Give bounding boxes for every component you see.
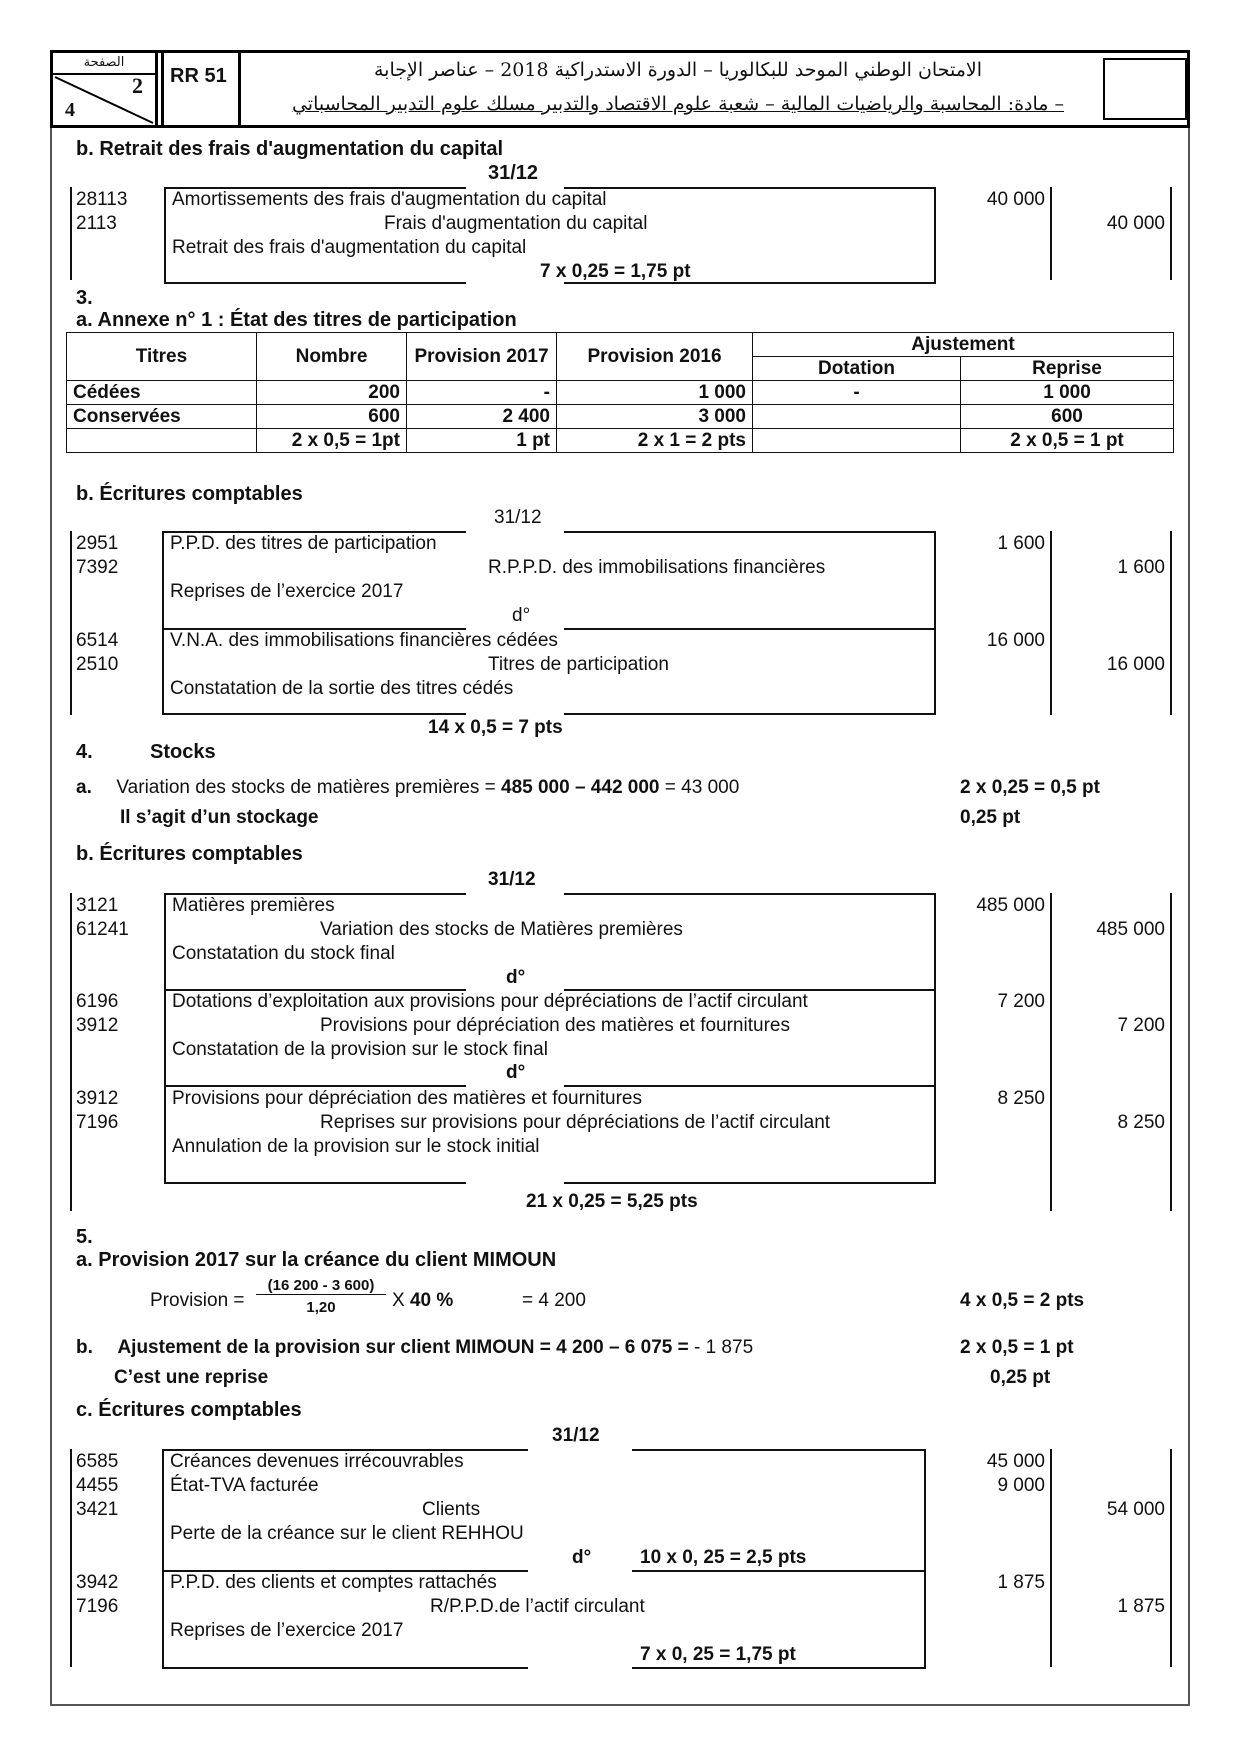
journal-date: 31/12 [552, 1425, 600, 1446]
section-5a-title: a. Provision 2017 sur la créance du client MIMOUN [76, 1249, 557, 1271]
page-label: الصفحة [53, 53, 155, 75]
page-total: 4 [65, 99, 75, 121]
note: Il s’agit d’un stockage [120, 807, 319, 828]
score: 21 x 0,25 = 5,25 pts [526, 1191, 698, 1212]
section-3-number: 3. [76, 287, 93, 309]
account-number: 6585 [76, 1451, 119, 1472]
cell-reprise: 600 [961, 405, 1174, 429]
table-row-scores [67, 429, 1174, 453]
account-number: 2113 [76, 213, 117, 234]
journal-date: 31/12 [488, 869, 536, 890]
journal-left-rule [70, 1449, 72, 1667]
exam-title [248, 53, 1108, 125]
debit-amount: 40 000 [986, 189, 1045, 210]
account-label: Variation des stocks de Matières premières [320, 919, 683, 940]
debit-amount: 1 600 [997, 533, 1045, 554]
account-label: Titres de participation [488, 654, 669, 675]
section-4a-line [76, 776, 739, 800]
entry-bottom-line-left [164, 1182, 466, 1184]
credit-amount: 16 000 [1106, 654, 1165, 675]
entry-bottom-line-right [564, 713, 936, 715]
account-label: Clients [422, 1499, 481, 1520]
cell-prov2016: 2 x 1 = 2 pts [557, 429, 753, 453]
credit-amount: 7 200 [1117, 1015, 1165, 1036]
page-current: 2 [132, 73, 143, 98]
credit-amount: 54 000 [1106, 1499, 1165, 1520]
section-5b-line [76, 1336, 753, 1360]
account-label: Dotations d’exploitation aux provisions pour dépréciations de l’actif circulant [172, 991, 808, 1012]
ditto-mark: d° [506, 967, 526, 988]
col-ajustement: Ajustement [753, 333, 1174, 357]
cell-nombre: 200 [257, 381, 407, 405]
score: 0,25 pt [990, 1367, 1051, 1388]
cell-prov2016: 1 000 [557, 381, 753, 405]
account-label: V.N.A. des immobilisations financières cédées [170, 630, 558, 651]
score: 2 x 0,5 = 1 pt [960, 1337, 1074, 1358]
credit-amount: 40 000 [1106, 213, 1165, 234]
col-nombre: Nombre [257, 333, 407, 381]
cell-reprise: 1 000 [961, 381, 1174, 405]
account-label: R.P.P.D. des immobilisations financières [488, 557, 826, 578]
account-label: Reprises sur provisions pour dépréciations de l’actif circulant [320, 1112, 831, 1133]
ditto-mark: d° [512, 605, 531, 626]
journal-date: 31/12 [494, 507, 542, 528]
account-label: R/P.P.D.de l’actif circulant [430, 1596, 645, 1617]
empty-box [1103, 58, 1187, 120]
journal-debit-rule [1050, 531, 1052, 715]
entry-bottom-line-left [162, 713, 466, 715]
entry-description: Retrait des frais d'augmentation du capital [172, 237, 527, 258]
journal-debit-rule [1050, 1449, 1052, 1667]
score: 14 x 0,5 = 7 pts [428, 717, 563, 738]
score: 2 x 0,25 = 0,5 pt [960, 777, 1100, 798]
entry-bottom-line-left [162, 1667, 528, 1669]
table-row [67, 381, 1174, 405]
note: C’est une reprise [114, 1367, 269, 1388]
entry-description: Reprises de l’exercice 2017 [170, 1620, 404, 1641]
adjustment-formula: Ajustement de la provision sur client MIMOUN = 4 200 – 6 075 = [117, 1337, 694, 1358]
score: 4 x 0,5 = 2 pts [960, 1290, 1085, 1311]
entry-description: Constatation de la provision sur le stock final [172, 1039, 548, 1060]
cell-titres: Conservées [67, 405, 257, 429]
account-number: 7196 [76, 1596, 119, 1617]
journal-debit-rule [1050, 187, 1052, 280]
entry-bottom-line-left [164, 282, 466, 284]
account-number: 61241 [76, 919, 129, 940]
formula-result: = 4 200 [522, 1290, 586, 1311]
score: 0,25 pt [960, 807, 1021, 828]
exam-title-line2: – مادة: المحاسبة والرياضيات المالية – شعبة علوم الاقتصاد والتدبير مسلك علوم التدبير المحاسباتي [291, 93, 1065, 115]
cell-dotation [753, 405, 961, 429]
account-number: 6196 [76, 991, 119, 1012]
account-number: 6514 [76, 630, 119, 651]
col-prov2017: Provision 2017 [407, 333, 557, 381]
account-number: 28113 [76, 189, 128, 210]
debit-amount: 9 000 [997, 1475, 1045, 1496]
debit-amount: 45 000 [986, 1451, 1045, 1472]
fraction-denominator: 1,20 [306, 1299, 336, 1316]
cell-prov2017: 1 pt [407, 429, 557, 453]
entry-bottom-line-right [564, 1182, 936, 1184]
account-label: État-TVA facturée [170, 1475, 319, 1496]
account-number: 3942 [76, 1572, 119, 1593]
journal-left-rule [70, 187, 72, 280]
debit-amount: 16 000 [986, 630, 1045, 651]
credit-amount: 1 875 [1117, 1596, 1165, 1617]
journal-credit-rule [1170, 187, 1172, 280]
account-number: 2510 [76, 654, 119, 675]
score: 10 x 0, 25 = 2,5 pts [640, 1547, 807, 1568]
account-label: Provisions pour dépréciation des matières et fournitures [320, 1015, 790, 1036]
formula-fraction [256, 1277, 386, 1316]
ditto-mark: d° [572, 1547, 592, 1568]
account-number: 4455 [76, 1475, 119, 1496]
formula-rate-line [392, 1289, 453, 1313]
section-3a-title: a. Annexe n° 1 : État des titres de participation [76, 309, 517, 331]
rate: 40 % [409, 1290, 454, 1311]
credit-amount: 485 000 [1096, 919, 1165, 940]
section-2b-title: b. Retrait des frais d'augmentation du capital [76, 138, 504, 160]
cell-dotation: - [753, 381, 961, 405]
entry-description: Constatation du stock final [172, 943, 395, 964]
section-5c-title: c. Écritures comptables [76, 1399, 302, 1421]
cell-nombre: 2 x 0,5 = 1pt [257, 429, 407, 453]
journal-credit-rule [1170, 531, 1172, 715]
section-3b-title: b. Écritures comptables [76, 483, 303, 505]
entry-description: Reprises de l’exercice 2017 [170, 581, 404, 602]
cell-reprise: 2 x 0,5 = 1 pt [961, 429, 1174, 453]
account-number: 3121 [76, 895, 119, 916]
cell-titres: Cédées [67, 381, 257, 405]
cell-dotation [753, 429, 961, 453]
ditto-mark: d° [506, 1062, 526, 1083]
score: 7 x 0,25 = 1,75 pt [540, 261, 691, 282]
journal-credit-rule [1170, 1449, 1172, 1667]
formula-values: 485 000 – 442 000 [501, 777, 660, 798]
debit-amount: 8 250 [997, 1088, 1045, 1109]
account-label: Provisions pour dépréciation des matières et fournitures [172, 1088, 642, 1109]
account-number: 7196 [76, 1112, 119, 1133]
debit-amount: 1 875 [997, 1572, 1045, 1593]
account-label: Amortissements des frais d'augmentation du capital [172, 189, 607, 210]
entry-separator-right [564, 628, 936, 630]
col-reprise: Reprise [961, 357, 1174, 381]
credit-amount: 8 250 [1117, 1112, 1165, 1133]
account-number: 7392 [76, 557, 119, 578]
account-label: Frais d'augmentation du capital [384, 213, 648, 234]
account-label: P.P.D. des clients et comptes rattachés [170, 1572, 497, 1593]
account-label: P.P.D. des titres de participation [170, 533, 437, 554]
col-dotation: Dotation [753, 357, 961, 381]
cell-titres [67, 429, 257, 453]
journal-date: 31/12 [488, 162, 539, 184]
account-label: Matières premières [172, 895, 335, 916]
debit-amount: 485 000 [976, 895, 1045, 916]
section-5-number: 5. [76, 1226, 93, 1248]
journal-left-rule [70, 531, 72, 715]
score: 7 x 0, 25 = 1,75 pt [640, 1644, 796, 1665]
cell-prov2016: 3 000 [557, 405, 753, 429]
account-label: Créances devenues irrécouvrables [170, 1451, 464, 1472]
cell-prov2017: - [407, 381, 557, 405]
section-4-title: Stocks [150, 741, 216, 763]
formula-prefix: Provision = [150, 1290, 245, 1311]
times-sign: X [392, 1290, 410, 1311]
exam-header [50, 50, 1190, 128]
formula-result: = 43 000 [659, 777, 740, 798]
section-4-number: 4. [76, 741, 93, 763]
item-label: a. [76, 777, 92, 798]
entry-bottom-line-right [632, 1667, 926, 1669]
col-prov2016: Provision 2016 [557, 333, 753, 381]
cell-prov2017: 2 400 [407, 405, 557, 429]
account-number: 3912 [76, 1015, 119, 1036]
debit-amount: 7 200 [997, 991, 1045, 1012]
account-number: 3421 [76, 1499, 119, 1520]
journal-credit-rule [1170, 893, 1172, 1211]
table-row [67, 405, 1174, 429]
annexe-table [66, 332, 1174, 453]
account-number: 3912 [76, 1088, 119, 1109]
adjustment-value: - 1 875 [693, 1337, 754, 1358]
formula-prefix: Variation des stocks de matières premières = [116, 777, 501, 798]
fraction-numerator: (16 200 - 3 600) [256, 1277, 386, 1295]
page-number-box [53, 53, 158, 125]
journal-left-rule [70, 893, 72, 1211]
cell-nombre: 600 [257, 405, 407, 429]
entry-separator-right [632, 1570, 926, 1572]
journal-debit-rule [1050, 893, 1052, 1211]
entry-description: Perte de la créance sur le client REHHOU [170, 1523, 524, 1544]
credit-amount: 1 600 [1117, 557, 1165, 578]
entry-description: Annulation de la provision sur le stock initial [172, 1136, 540, 1157]
exam-title-line1: الامتحان الوطني الموحد للبكالوريا – الدورة الاستدراكية 2018 – عناصر الإجابة [373, 59, 982, 81]
account-number: 2951 [76, 533, 119, 554]
entry-description: Constatation de la sortie des titres cédés [170, 678, 514, 699]
col-titres: Titres [67, 333, 257, 381]
item-label: b. [76, 1337, 93, 1358]
exam-code: RR 51 [161, 53, 241, 125]
section-4b-title: b. Écritures comptables [76, 843, 303, 865]
